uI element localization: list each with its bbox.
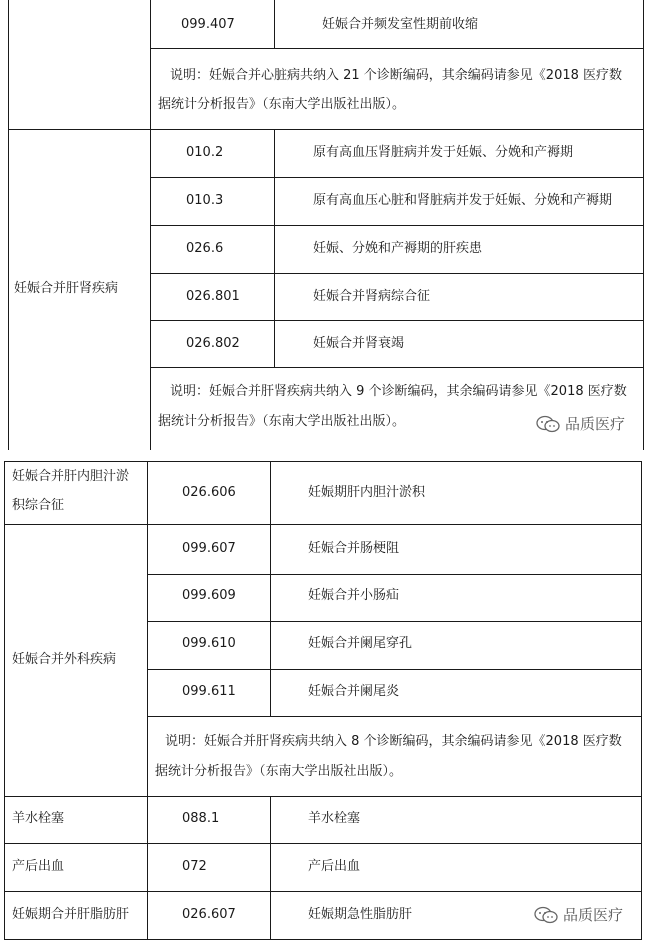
divider [147, 621, 642, 622]
code-cell: 026.801 [186, 289, 240, 304]
divider [150, 225, 644, 226]
divider [150, 367, 644, 368]
divider [270, 461, 271, 716]
code-cell: 026.606 [182, 485, 236, 500]
group-label: 妊娠合并肝肾疾病 [14, 281, 119, 296]
divider [4, 796, 642, 797]
code-cell: 099.610 [182, 636, 236, 651]
name-cell: 妊娠合并肠梗阻 [308, 541, 400, 556]
name-cell: 妊娠合并肾衰竭 [313, 336, 405, 351]
code-cell: 026.607 [182, 907, 236, 922]
group-label: 积综合征 [12, 498, 65, 513]
divider [147, 574, 642, 575]
code-cell: 010.3 [186, 193, 224, 208]
watermark [535, 413, 625, 434]
divider [147, 669, 642, 670]
watermark [533, 904, 623, 925]
divider [150, 320, 644, 321]
divider [150, 177, 644, 178]
divider [274, 129, 275, 367]
name-cell: 妊娠期急性脂肪肝 [308, 907, 413, 922]
divider [274, 0, 275, 48]
name-cell: 羊水栓塞 [308, 811, 361, 826]
name-cell: 妊娠合并小肠疝 [308, 588, 400, 603]
code-cell: 099.611 [182, 684, 236, 699]
note-line: 据统计分析报告》（东南大学出版社出版）。 [158, 414, 406, 429]
wechat-icon [533, 905, 559, 925]
name-cell: 产后出血 [308, 859, 361, 874]
group-label: 产后出血 [12, 859, 65, 874]
name-cell: 妊娠合并阑尾炎 [308, 684, 400, 699]
divider [147, 461, 148, 940]
note-line: 说明：妊娠合并肝肾疾病共纳入 8 个诊断编码，其余编码请参见《2018 医疗数 [165, 734, 622, 749]
code-cell: 088.1 [182, 811, 220, 826]
name-cell: 妊娠合并频发室性期前收缩 [322, 17, 479, 32]
divider [4, 524, 642, 525]
code-cell: 072 [182, 859, 207, 874]
divider [643, 0, 644, 450]
code-cell: 026.802 [186, 336, 240, 351]
divider [641, 461, 642, 940]
code-cell: 010.2 [186, 145, 224, 160]
wechat-icon [535, 414, 561, 434]
code-cell: 099.407 [181, 17, 235, 32]
watermark-text: 品质医疗 [563, 906, 624, 924]
divider [150, 48, 644, 49]
name-cell: 妊娠、分娩和产褥期的肝疾患 [313, 241, 483, 256]
divider [270, 796, 271, 939]
code-cell: 026.6 [186, 241, 224, 256]
group-label: 羊水栓塞 [12, 811, 65, 826]
watermark-text: 品质医疗 [565, 415, 626, 433]
note-line: 据统计分析报告》（东南大学出版社出版）。 [158, 97, 406, 112]
name-cell: 原有高血压心脏和肾脏病并发于妊娠、分娩和产褥期 [313, 193, 613, 208]
name-cell: 原有高血压肾脏病并发于妊娠、分娩和产褥期 [313, 145, 574, 160]
note-line: 说明：妊娠合并心脏病共纳入 21 个诊断编码，其余编码请参见《2018 医疗数 [170, 68, 623, 83]
divider [4, 939, 642, 940]
code-cell: 099.609 [182, 588, 236, 603]
group-label: 妊娠合并肝内胆汁淤 [12, 469, 130, 484]
name-cell: 妊娠合并肾病综合征 [313, 289, 431, 304]
divider [8, 129, 644, 130]
divider [4, 461, 642, 462]
divider [147, 716, 642, 717]
name-cell: 妊娠合并阑尾穿孔 [308, 636, 413, 651]
divider [4, 461, 5, 940]
divider [4, 891, 642, 892]
divider [4, 843, 642, 844]
note-line: 说明：妊娠合并肝肾疾病共纳入 9 个诊断编码，其余编码请参见《2018 医疗数 [170, 384, 627, 399]
code-cell: 099.607 [182, 541, 236, 556]
divider [150, 0, 151, 450]
note-line: 据统计分析报告》（东南大学出版社出版）。 [155, 764, 403, 779]
group-label: 妊娠期合并肝脂肪肝 [12, 907, 130, 922]
divider [150, 273, 644, 274]
divider [8, 0, 9, 450]
group-label: 妊娠合并外科疾病 [12, 652, 117, 667]
name-cell: 妊娠期肝内胆汁淤积 [308, 485, 426, 500]
